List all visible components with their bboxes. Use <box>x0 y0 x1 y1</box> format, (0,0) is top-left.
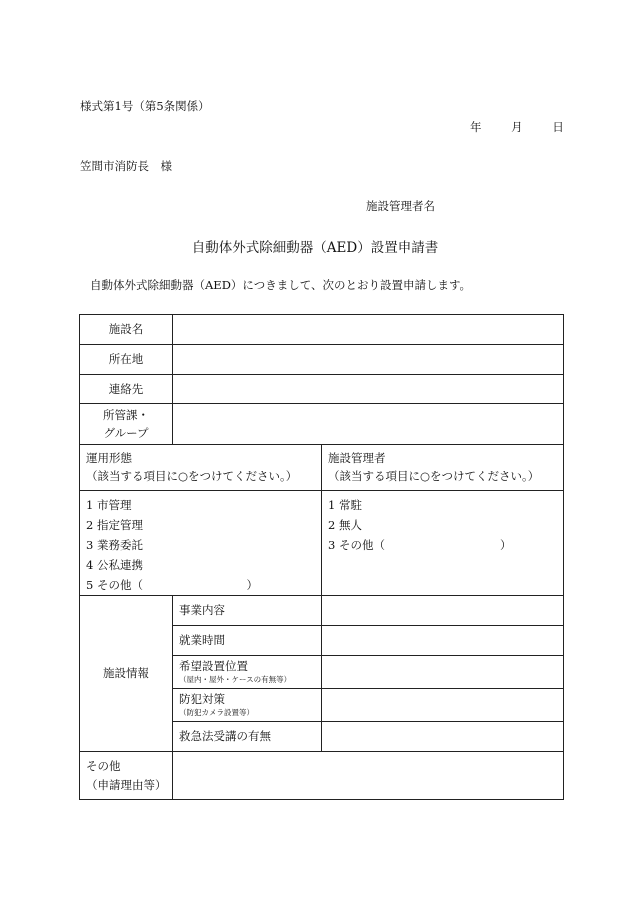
form-number: 様式第1号（第5条関係） <box>80 99 210 113</box>
facility-name-field[interactable] <box>173 315 564 345</box>
facility-name-label: 施設名 <box>80 315 173 345</box>
department-label-line1: 所管課・ <box>103 408 149 422</box>
date-day: 日 <box>552 120 564 134</box>
row-business <box>80 596 564 626</box>
row-options <box>80 491 564 596</box>
install-location-note: （屋内・屋外・ケースの有無等） <box>179 675 292 684</box>
row-department <box>80 404 564 445</box>
operation-option[interactable]: 2 指定管理 <box>86 518 143 532</box>
manager-header: 施設管理者 <box>328 451 386 465</box>
row-location <box>80 345 564 375</box>
other-field[interactable] <box>173 752 564 800</box>
other-label-line1: その他 <box>86 758 121 773</box>
contact-field[interactable] <box>173 375 564 404</box>
operation-option[interactable]: 5 その他（ ） <box>86 578 258 592</box>
operation-header: 運用形態 <box>86 451 132 465</box>
operation-header-cell <box>80 445 322 491</box>
install-location-label <box>173 656 322 689</box>
first-aid-field[interactable] <box>322 722 564 752</box>
crime-prevention-title: 防犯対策 <box>179 692 225 706</box>
page-title: 自動体外式除細動器（AED）設置申請書 <box>191 240 439 256</box>
date-line <box>470 119 564 135</box>
row-facility-name <box>80 315 564 345</box>
crime-prevention-note: （防犯カメラ設置等） <box>179 708 254 717</box>
manager-options <box>322 491 564 596</box>
other-label <box>80 752 173 800</box>
addressee: 笠間市消防長 様 <box>80 159 172 173</box>
operation-instruction: （該当する項目に○をつけてください。） <box>86 469 298 483</box>
date-month: 月 <box>511 120 523 134</box>
manager-option[interactable]: 2 無人 <box>328 518 362 532</box>
department-label <box>80 404 173 445</box>
install-location-title: 希望設置位置 <box>179 659 248 673</box>
hours-label: 就業時間 <box>173 626 322 656</box>
row-other <box>80 752 564 800</box>
location-label: 所在地 <box>80 345 173 375</box>
install-location-field[interactable] <box>322 656 564 689</box>
contact-label: 連絡先 <box>80 375 173 404</box>
crime-prevention-field[interactable] <box>322 689 564 722</box>
date-year: 年 <box>470 120 482 134</box>
row-contact <box>80 375 564 404</box>
first-aid-label: 救急法受講の有無 <box>173 722 322 752</box>
intro-text: 自動体外式除細動器（AED）につきまして、次のとおり設置申請します。 <box>90 278 472 292</box>
manager-option[interactable]: 1 常駐 <box>328 498 362 512</box>
department-label-line2: グループ <box>103 426 149 440</box>
operation-option[interactable]: 3 業務委託 <box>86 538 143 552</box>
application-table <box>79 314 564 800</box>
manager-option[interactable]: 3 その他（ ） <box>328 538 512 552</box>
applicant-name-label: 施設管理者名 <box>366 199 435 213</box>
manager-instruction: （該当する項目に○をつけてください。） <box>328 469 540 483</box>
row-headers <box>80 445 564 491</box>
operation-option[interactable]: 4 公私連携 <box>86 558 143 572</box>
operation-option[interactable]: 1 市管理 <box>86 498 132 512</box>
facility-info-label: 施設情報 <box>80 596 173 752</box>
operation-options <box>80 491 322 596</box>
hours-field[interactable] <box>322 626 564 656</box>
business-field[interactable] <box>322 596 564 626</box>
business-label: 事業内容 <box>173 596 322 626</box>
crime-prevention-label <box>173 689 322 722</box>
manager-header-cell <box>322 445 564 491</box>
location-field[interactable] <box>173 345 564 375</box>
other-label-line2: （申請理由等） <box>86 777 167 792</box>
department-field[interactable] <box>173 404 564 445</box>
